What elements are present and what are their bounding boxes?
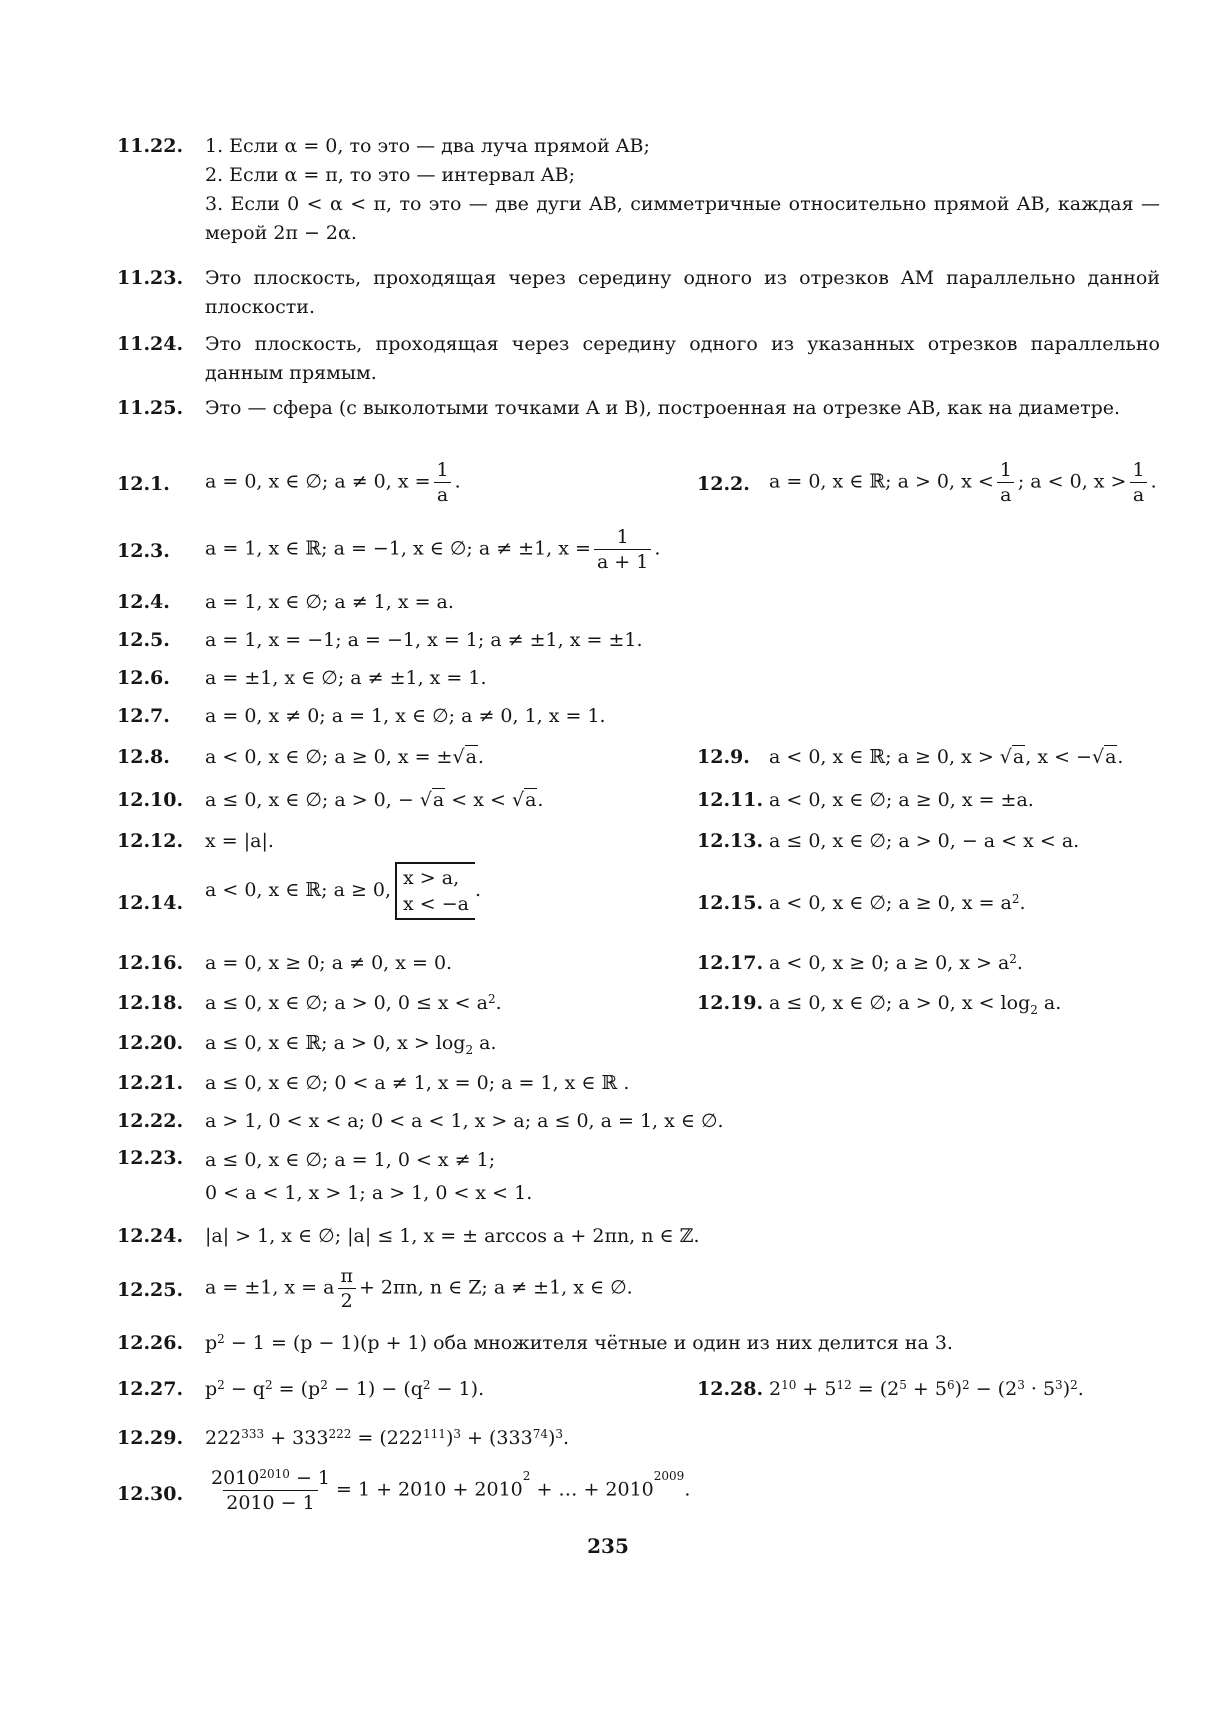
page-number: 235 bbox=[587, 1534, 629, 1558]
formula-part: a. bbox=[1037, 992, 1062, 1014]
exponent: 2 bbox=[1009, 952, 1017, 966]
formula-part: = 1 + 2010 + 2010 bbox=[336, 1478, 523, 1501]
formula-part: a < 0, x ∈ ∅; a ≥ 0, x = ±√ bbox=[205, 746, 465, 768]
condition: x > a, bbox=[403, 867, 460, 889]
answer-number: 11.22. bbox=[117, 135, 184, 157]
answer-number: 12.3. bbox=[117, 540, 170, 562]
answer-text: Это плоскость, проходящая через середину одного из отрезков AM параллельно данной плоскости. bbox=[205, 267, 1160, 318]
answer-number: 12.17. bbox=[697, 952, 764, 974]
answer-formula: a ≤ 0, x ∈ ∅; 0 < a ≠ 1, x = 0; a = 1, x ∈ ℝ . bbox=[205, 1072, 630, 1094]
answer-number: 12.8. bbox=[117, 746, 170, 768]
exponent: 2 bbox=[1070, 1378, 1078, 1392]
formula-part: < x < √ bbox=[445, 789, 525, 811]
answer-formula bbox=[205, 458, 461, 507]
formula-part: ) bbox=[547, 1427, 556, 1449]
radicand: a bbox=[1105, 746, 1117, 768]
answer-formula bbox=[769, 1375, 1084, 1403]
formula-part: − 1). bbox=[430, 1378, 485, 1400]
answer-line: 0 < a < 1, x > 1; a > 1, 0 < x < 1. bbox=[205, 1182, 533, 1204]
log-base: 2 bbox=[1030, 1002, 1038, 1017]
answer-number: 11.24. bbox=[117, 333, 184, 355]
radicand: a bbox=[525, 789, 537, 811]
denominator: a bbox=[1130, 482, 1147, 507]
exponent: 2 bbox=[264, 1378, 273, 1392]
answer-formula bbox=[205, 743, 484, 771]
fraction bbox=[1129, 458, 1147, 507]
formula-part: − 1 bbox=[289, 1467, 330, 1489]
formula-part: = (222 bbox=[351, 1427, 424, 1449]
exponent: 2 bbox=[1011, 892, 1020, 906]
system-bracket bbox=[395, 862, 475, 920]
formula-part: ; a < 0, x > bbox=[1017, 470, 1127, 493]
fraction bbox=[434, 458, 452, 507]
answer-text: Это плоскость, проходящая через середину одного из указанных отрезков параллельно данным прямым. bbox=[205, 333, 1160, 384]
answer-number: 12.14. bbox=[117, 892, 184, 914]
answer-formula bbox=[205, 1264, 633, 1313]
formula-part: + (333 bbox=[461, 1427, 533, 1449]
denominator: a bbox=[997, 482, 1014, 507]
answer-number: 12.29. bbox=[117, 1427, 184, 1449]
answer-line: 1. Если α = 0, то это — два луча прямой AB; bbox=[205, 135, 650, 157]
answer-formula bbox=[205, 1029, 497, 1064]
answer-number: 11.25. bbox=[117, 397, 184, 419]
formula-part: a = 0, x ∈ ℝ; a > 0, x < bbox=[769, 470, 994, 493]
exponent: 2 bbox=[217, 1378, 225, 1392]
answer-number: 12.10. bbox=[117, 789, 184, 811]
denominator: 2 bbox=[338, 1288, 356, 1313]
formula-part: 2 bbox=[769, 1378, 782, 1400]
formula-part: . bbox=[684, 1478, 691, 1501]
exponent: 2 bbox=[487, 992, 496, 1006]
exponent: 2 bbox=[422, 1378, 431, 1392]
exponent: 74 bbox=[532, 1427, 548, 1441]
formula-part: a < 0, x ≥ 0; a ≥ 0, x > a bbox=[769, 952, 1010, 974]
formula-part: . bbox=[1019, 892, 1026, 914]
answer-text: Это — сфера (с выколотыми точками A и B), построенная на отрезке AB, как на диаметре. bbox=[205, 397, 1121, 419]
numerator: 1 bbox=[616, 526, 629, 548]
exponent: 3 bbox=[555, 1427, 564, 1441]
answer-formula bbox=[769, 458, 1157, 507]
answer-line: 2. Если α = π, то это — интервал AB; bbox=[205, 164, 575, 186]
answer-formula bbox=[769, 889, 1026, 917]
answer-number: 12.16. bbox=[117, 952, 184, 974]
answer-formula bbox=[205, 1375, 484, 1403]
answer-number: 12.18. bbox=[117, 992, 184, 1014]
formula-part: a < 0, x ∈ ℝ; a ≥ 0, bbox=[205, 879, 392, 901]
formula-part: ) bbox=[1062, 1378, 1071, 1400]
exponent: 2010 bbox=[259, 1467, 290, 1481]
exponent: 2 bbox=[522, 1469, 531, 1483]
answer-number: 12.24. bbox=[117, 1225, 184, 1247]
exponent: 2 bbox=[962, 1378, 970, 1392]
answer-formula: a ≤ 0, x ∈ ∅; a > 0, − a < x < a. bbox=[769, 830, 1080, 852]
answer-formula: |a| > 1, x ∈ ∅; |a| ≤ 1, x = ± arccos a + 2πn, n ∈ ℤ. bbox=[205, 1225, 700, 1247]
formula-part: − q bbox=[224, 1378, 265, 1400]
formula-part: + … + 2010 bbox=[530, 1478, 654, 1501]
exponent: 3 bbox=[453, 1427, 461, 1441]
answer-number: 11.23. bbox=[117, 267, 184, 289]
answer-number: 12.19. bbox=[697, 992, 764, 1014]
formula-part: p bbox=[205, 1378, 218, 1400]
formula-part: = (p bbox=[272, 1378, 321, 1400]
formula-part: . bbox=[1016, 952, 1023, 974]
formula-part: a < 0, x ∈ ℝ; a ≥ 0, x > √ bbox=[769, 746, 1012, 768]
radicand: a bbox=[432, 789, 445, 811]
answer-formula bbox=[205, 1466, 690, 1515]
formula-part: . bbox=[477, 746, 484, 768]
formula-part: a ≤ 0, x ∈ ∅; a > 0, x < log bbox=[769, 992, 1031, 1014]
exponent: 2009 bbox=[653, 1469, 685, 1483]
answer-formula: x = |a|. bbox=[205, 830, 274, 852]
answer-number: 12.26. bbox=[117, 1332, 184, 1354]
formula-part: ) bbox=[954, 1378, 963, 1400]
formula-part: . bbox=[654, 537, 661, 560]
exponent: 10 bbox=[781, 1378, 797, 1392]
answer-number: 12.6. bbox=[117, 667, 170, 689]
log-base: 2 bbox=[465, 1042, 474, 1057]
denominator: 2010 − 1 bbox=[223, 1490, 317, 1515]
answer-number: 12.21. bbox=[117, 1072, 184, 1094]
numerator: π bbox=[340, 1265, 353, 1287]
exponent: 12 bbox=[836, 1378, 852, 1392]
formula-part: a = ±1, x = a bbox=[205, 1276, 335, 1299]
formula-part: = (2 bbox=[851, 1378, 900, 1400]
answer-number: 12.28. bbox=[697, 1378, 764, 1400]
answer-formula bbox=[769, 743, 1123, 771]
fraction bbox=[337, 1264, 356, 1313]
formula-part: . bbox=[495, 992, 502, 1014]
formula-part: − (2 bbox=[969, 1378, 1018, 1400]
formula-part: − 1 = (p − 1)(p + 1) оба множителя чётные и один из них делится на 3. bbox=[224, 1332, 953, 1354]
fraction bbox=[208, 1466, 333, 1515]
answer-number: 12.5. bbox=[117, 629, 170, 651]
exponent: 2 bbox=[217, 1332, 225, 1346]
formula-part: . bbox=[1117, 746, 1124, 768]
answer-formula: a < 0, x ∈ ∅; a ≥ 0, x = ±a. bbox=[769, 789, 1034, 811]
formula-part: + 5 bbox=[796, 1378, 837, 1400]
formula-part: + 5 bbox=[906, 1378, 947, 1400]
answer-number: 12.12. bbox=[117, 830, 184, 852]
formula-part: . bbox=[454, 470, 461, 493]
formula-part: a = 0, x ∈ ∅; a ≠ 0, x = bbox=[205, 470, 431, 493]
answer-formula bbox=[205, 525, 660, 574]
formula-part: . bbox=[537, 789, 544, 811]
formula-part: . bbox=[563, 1427, 570, 1449]
formula-part: 222 bbox=[205, 1427, 242, 1449]
answer-number: 12.20. bbox=[117, 1032, 184, 1054]
answer-formula: a = ±1, x ∈ ∅; a ≠ ±1, x = 1. bbox=[205, 667, 487, 689]
answer-formula bbox=[205, 786, 543, 814]
answer-formula: a > 1, 0 < x < a; 0 < a < 1, x > a; a ≤ 0, a = 1, x ∈ ∅. bbox=[205, 1110, 724, 1132]
answer-formula bbox=[769, 949, 1023, 977]
exponent: 222 bbox=[328, 1427, 352, 1441]
exponent: 6 bbox=[946, 1378, 955, 1392]
answer-number: 12.2. bbox=[697, 473, 750, 495]
answer-formula bbox=[205, 1144, 532, 1210]
answer-number: 12.30. bbox=[117, 1483, 184, 1505]
answer-formula bbox=[205, 862, 481, 920]
denominator: a bbox=[434, 482, 451, 507]
formula-part: a. bbox=[473, 1032, 497, 1054]
formula-part: . bbox=[1150, 470, 1157, 493]
formula-part: 2010 bbox=[211, 1467, 260, 1489]
answer-formula: a = 0, x ≠ 0; a = 1, x ∈ ∅; a ≠ 0, 1, x = 1. bbox=[205, 705, 606, 727]
numerator: 1 bbox=[999, 459, 1012, 481]
condition: x < −a bbox=[403, 893, 470, 915]
answer-number: 12.13. bbox=[697, 830, 764, 852]
fraction bbox=[594, 525, 651, 574]
exponent: 5 bbox=[899, 1378, 907, 1392]
numerator: 1 bbox=[436, 459, 449, 481]
answer-formula bbox=[205, 1424, 569, 1452]
formula-part: a ≤ 0, x ∈ ℝ; a > 0, x > log bbox=[205, 1032, 466, 1054]
radicand: a bbox=[465, 746, 477, 768]
answer-number: 12.25. bbox=[117, 1279, 184, 1301]
exponent: 2 bbox=[320, 1378, 328, 1392]
formula-part: a < 0, x ∈ ∅; a ≥ 0, x = a bbox=[769, 892, 1012, 914]
answer-number: 12.9. bbox=[697, 746, 750, 768]
answer-formula bbox=[769, 989, 1061, 1024]
radicand: a bbox=[1012, 746, 1025, 768]
answer-formula: a = 1, x = −1; a = −1, x = 1; a ≠ ±1, x = ±1. bbox=[205, 629, 643, 651]
formula-part: a ≤ 0, x ∈ ∅; a > 0, 0 ≤ x < a bbox=[205, 992, 488, 1014]
answer-line: 3. Если 0 < α < π, то это — две дуги AB, симметричные относительно прямой AB, каждая — мерой 2π − 2α. bbox=[205, 193, 1160, 244]
answer-number: 12.23. bbox=[117, 1147, 184, 1169]
formula-part: − 1) − (q bbox=[327, 1378, 423, 1400]
exponent: 111 bbox=[423, 1427, 446, 1441]
answer-number: 12.15. bbox=[697, 892, 764, 914]
answer-line: a ≤ 0, x ∈ ∅; a = 1, 0 < x ≠ 1; bbox=[205, 1149, 496, 1171]
answer-number: 12.22. bbox=[117, 1110, 184, 1132]
exponent: 3 bbox=[1017, 1378, 1025, 1392]
fraction bbox=[997, 458, 1015, 507]
formula-part: · 5 bbox=[1024, 1378, 1056, 1400]
answer-number: 12.27. bbox=[117, 1378, 184, 1400]
answer-body bbox=[205, 132, 1160, 248]
answer-formula: a = 1, x ∈ ∅; a ≠ 1, x = a. bbox=[205, 591, 454, 613]
answer-formula: a = 0, x ≥ 0; a ≠ 0, x = 0. bbox=[205, 952, 453, 974]
denominator: a + 1 bbox=[594, 549, 651, 574]
numerator: 1 bbox=[1132, 459, 1145, 481]
answer-formula bbox=[205, 1329, 953, 1357]
answer-number: 12.4. bbox=[117, 591, 170, 613]
formula-part: ) bbox=[445, 1427, 454, 1449]
formula-part: . bbox=[475, 879, 482, 901]
numerator bbox=[208, 1466, 333, 1490]
exponent: 3 bbox=[1055, 1378, 1063, 1392]
formula-part: , x < −√ bbox=[1025, 746, 1105, 768]
formula-part: a ≤ 0, x ∈ ∅; a > 0, − √ bbox=[205, 789, 432, 811]
formula-part: p bbox=[205, 1332, 218, 1354]
exponent: 333 bbox=[241, 1427, 265, 1441]
answer-number: 12.7. bbox=[117, 705, 170, 727]
answer-number: 12.1. bbox=[117, 473, 170, 495]
formula-part: + 333 bbox=[264, 1427, 329, 1449]
formula-part: . bbox=[1077, 1378, 1084, 1400]
formula-part: a = 1, x ∈ ℝ; a = −1, x ∈ ∅; a ≠ ±1, x = bbox=[205, 537, 591, 560]
formula-part: + 2πn, n ∈ Z; a ≠ ±1, x ∈ ∅. bbox=[358, 1276, 633, 1299]
answer-number: 12.11. bbox=[697, 789, 764, 811]
answer-formula bbox=[205, 989, 502, 1017]
